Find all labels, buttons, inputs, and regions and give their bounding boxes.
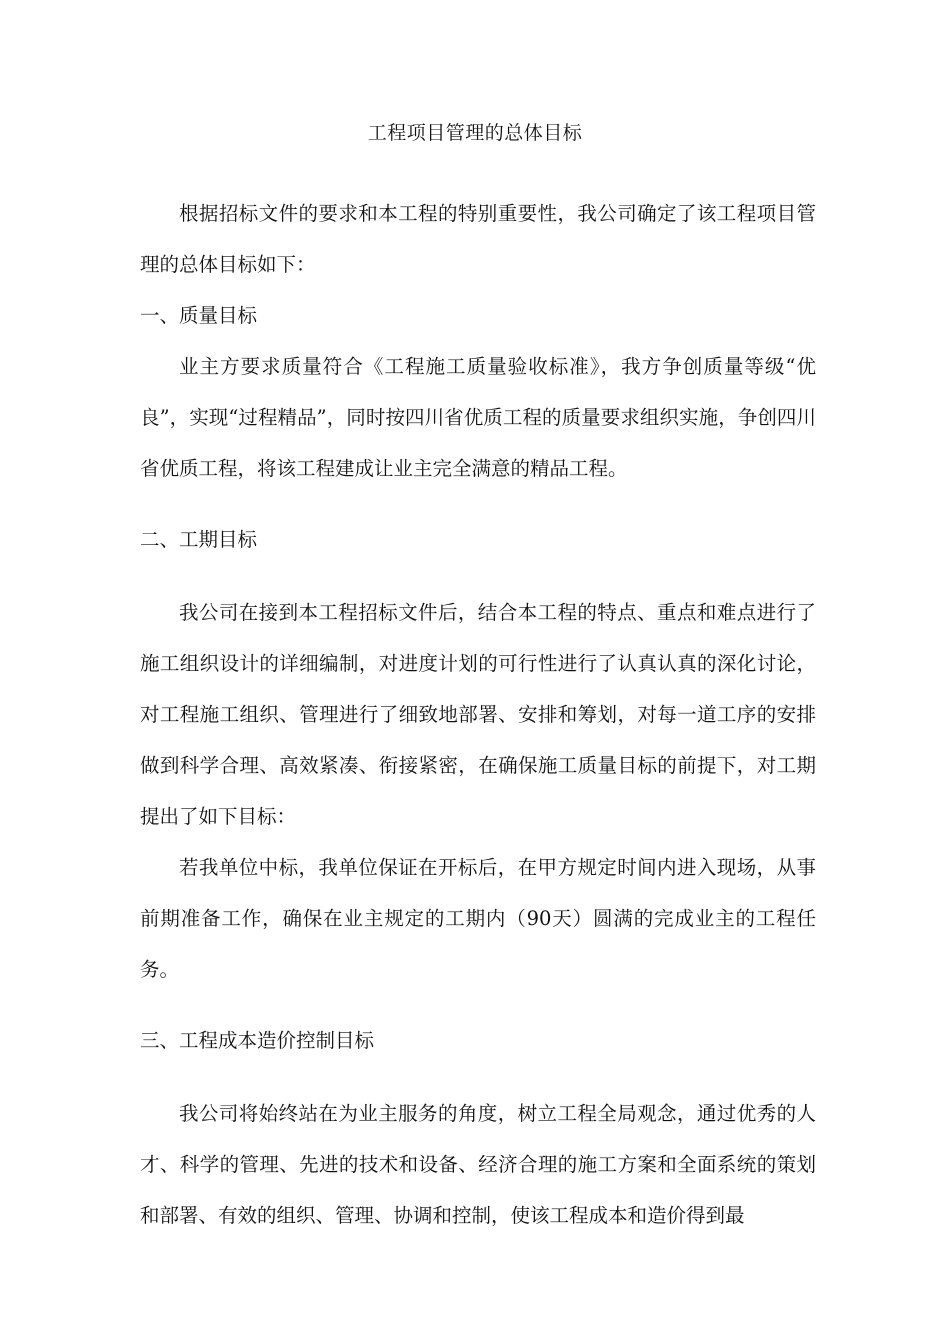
spacer (140, 494, 816, 514)
spacer (140, 1066, 816, 1088)
schedule-paragraph-2: 若我单位中标，我单位保证在开标后，在甲方规定时间内进入现场，从事前期准备工作，确保在业主规定的工期内（90天）圆满的完成业主的工程任务。 (140, 856, 816, 981)
section-heading-quality: 一、质量目标 (140, 304, 258, 327)
cost-paragraph: 我公司将始终站在为业主服务的角度，树立工程全局观念，通过优秀的人才、科学的管理、先进的技术和设备、经济合理的施工方案和全面系统的策划和部署、有效的组织、管理、协调和控制，使该工程成本和造价得到最 (140, 1102, 816, 1227)
section-heading-schedule: 二、工期目标 (140, 528, 258, 551)
spacer (140, 995, 816, 1015)
document-title: 工程项目管理的总体目标 (367, 122, 583, 144)
section-heading-cost: 三、工程成本造价控制目标 (140, 1029, 375, 1052)
quality-paragraph: 业主方要求质量符合《工程施工质量验收标准》，我方争创质量等级“优良”，实现“过程精品”，同时按四川省优质工程的质量要求组织实施，争创四川省优质工程，将该工程建成让业主完全满意的精品工程。 (140, 355, 816, 480)
document-body (140, 188, 816, 1241)
intro-paragraph: 根据招标文件的要求和本工程的特别重要性，我公司确定了该工程项目管理的总体目标如下： (140, 202, 816, 276)
schedule-paragraph-1: 我公司在接到本工程招标文件后，结合本工程的特点、重点和难点进行了施工组织设计的详细编制，对进度计划的可行性进行了认真认真的深化讨论，对工程施工组织、管理进行了细致地部署、安排和筹划，对每一道工序的安排做到科学合理、高效紧凑、衔接紧密，在确保施工质量目标的前提下，对工期提出了如下目标： (140, 601, 816, 828)
spacer (140, 565, 816, 587)
